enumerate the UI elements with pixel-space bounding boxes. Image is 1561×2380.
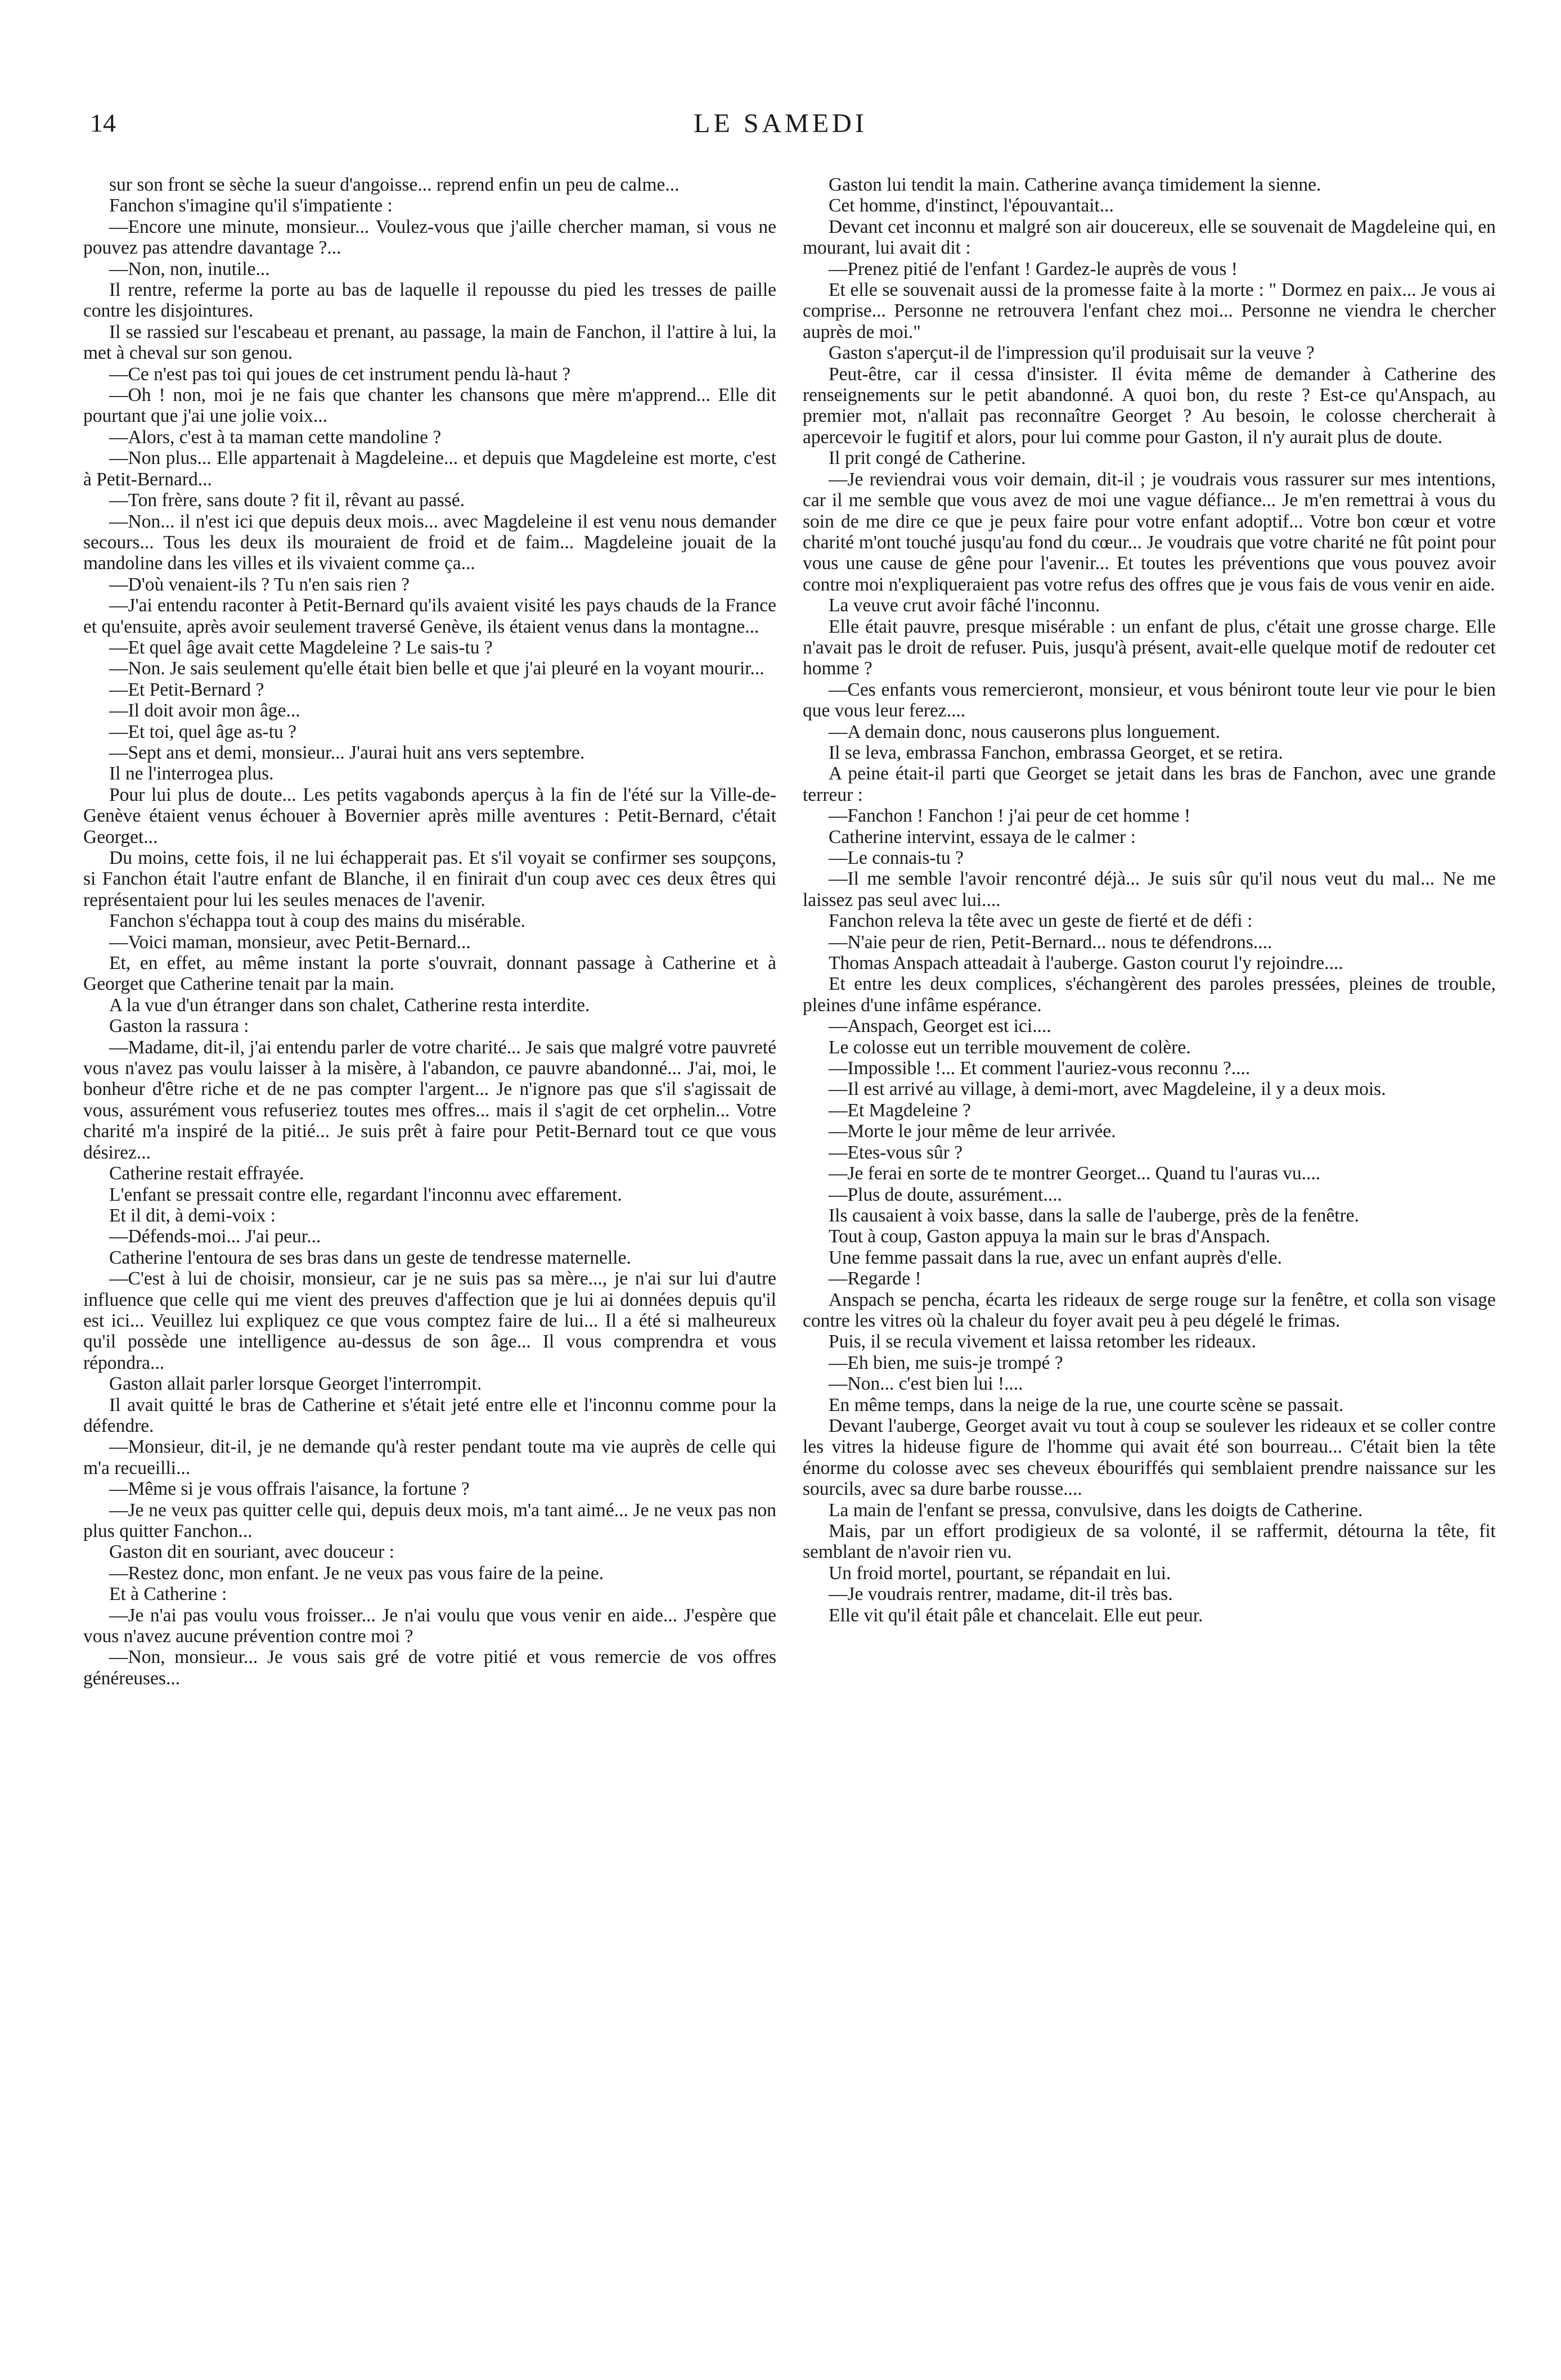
article-paragraph: —Non. Je sais seulement qu'elle était bien belle et que j'ai pleuré en la voyant mourir... [109, 658, 764, 679]
article-paragraph: —Anspach, Georget est ici.... [829, 1016, 1051, 1037]
article-paragraph: La veuve crut avoir fâché l'inconnu. [829, 595, 1100, 616]
article-paragraph: Il rentre, referme la porte au bas de laquelle il repousse du pied les tresses de paille contre les disjointures. [83, 280, 776, 322]
article-paragraph: Puis, il se recula vivement et laissa retomber les rideaux. [829, 1331, 1257, 1353]
article-paragraph: Gaston allait parler lorsque Georget l'interrompit. [109, 1373, 482, 1395]
article-paragraph: Cet homme, d'instinct, l'épouvantait... [829, 195, 1114, 217]
article-paragraph: Et il dit, à demi-voix : [109, 1205, 276, 1226]
article-paragraph: —Ces enfants vous remercieront, monsieur, et vous béniront toute leur vie pour le bien que vous leur ferez.... [803, 679, 1496, 722]
article-paragraph: —Oh ! non, moi je ne fais que chanter les chansons que mère m'apprend... Elle dit pourtant que j'ai une jolie voix... [83, 385, 776, 427]
article-paragraph: —Non plus... Elle appartenait à Magdeleine... et depuis que Magdeleine est morte, c'est à Petit-Bernard... [83, 448, 776, 490]
article-paragraph: Ils causaient à voix basse, dans la salle de l'auberge, près de la fenêtre. [829, 1205, 1360, 1226]
article-paragraph: Mais, par un effort prodigieux de sa volonté, il se raffermit, détourna la tête, fit semblant de n'avoir rien vu. [803, 1521, 1496, 1563]
article-paragraph: —Il est arrivé au village, à demi-mort, avec Magdeleine, il y a deux mois. [829, 1079, 1386, 1100]
article-paragraph: Gaston s'aperçut-il de l'impression qu'il produisait sur la veuve ? [829, 342, 1315, 364]
article-paragraph: —Madame, dit-il, j'ai entendu parler de votre charité... Je sais que malgré votre pauvreté vous n'avez pas voulu laisser à la misère, à l'abandon, ce pauvre abandonné... J'ai, moi, le bonheur d'être riche et de ne pas compter l'argent... Je n'ignore pas que s'il s'agissait de vous, assurément vous refuseriez toutes mes offres... mais il s'agit de cet orphelin... Votre charité m'a inspiré de la pitié... Je suis prêt à faire pour Petit-Bernard tout ce que vous désirez... [83, 1036, 776, 1163]
article-paragraph: —A demain donc, nous causerons plus longuement. [829, 721, 1220, 742]
article-paragraph: A peine était-il parti que Georget se jetait dans les bras de Fanchon, avec une grande terreur : [803, 763, 1496, 805]
article-paragraph: Et entre les deux complices, s'échangèrent des paroles pressées, pleines de trouble, pleines d'une infâme espérance. [803, 973, 1496, 1016]
article-paragraph: —Non... il n'est ici que depuis deux mois... avec Magdeleine il est venu nous demander secours... Tous les deux ils mouraient de froid et de faim... Magdeleine jouait de la mandoline dans les villes et ils vivaient comme ça... [83, 511, 776, 574]
article-paragraph: Catherine l'entoura de ses bras dans un geste de tendresse maternelle. [109, 1247, 631, 1268]
article-paragraph: —Non, monsieur... Je vous sais gré de votre pitié et vous remercie de vos offres généreuses... [83, 1647, 776, 1689]
right-column [803, 174, 1496, 2289]
article-paragraph: —Défends-moi... J'ai peur... [109, 1226, 321, 1247]
article-paragraph: sur son front se sèche la sueur d'angoisse... reprend enfin un peu de calme... [109, 174, 680, 195]
article-paragraph: Et à Catherine : [109, 1584, 227, 1605]
article-paragraph: Anspach se pencha, écarta les rideaux de serge rouge sur la fenêtre, et colla son visage contre les vitres où la chaleur du foyer avait peu à peu dégelé le frimas. [803, 1289, 1496, 1331]
article-paragraph: —Je voudrais rentrer, madame, dit-il très bas. [829, 1584, 1173, 1605]
article-paragraph: —Je ferai en sorte de te montrer Georget... Quand tu l'auras vu.... [829, 1163, 1321, 1184]
article-paragraph: —Et quel âge avait cette Magdeleine ? Le sais-tu ? [109, 637, 493, 658]
article-paragraph: —Non... c'est bien lui !.... [829, 1373, 1023, 1395]
article-paragraph: Peut-être, car il cessa d'insister. Il évita même de demander à Catherine des renseignements sur le petit abandonné. A quoi bon, du reste ? Est-ce qu'Anspach, au premier mot, n'allait pas reconnaître Georget ? Au besoin, le colosse chercherait à apercevoir le fugitif et alors, pour lui comme pour Gaston, il n'y aurait plus de doute. [803, 363, 1496, 448]
article-paragraph: A la vue d'un étranger dans son chalet, Catherine resta interdite. [109, 994, 590, 1016]
article-paragraph: —C'est à lui de choisir, monsieur, car je ne suis pas sa mère..., je n'ai sur lui d'autre influence que celle qui me vient des preuves d'affection que je lui ai données depuis qu'il est ici... Veuillez lui expliquez ce que vous comptez faire de lui... Il a été si malheureux qu'il possède une intelligence au-dessus de son âge... Il vous comprendra et vous répondra... [83, 1268, 776, 1373]
article-paragraph: Du moins, cette fois, il ne lui échapperait pas. Et s'il voyait se confirmer ses soupçons, si Fanchon était l'autre enfant de Blanche, il en finirait d'un coup avec ces deux êtres qui représentaient pour lui les seules menaces de l'avenir. [83, 848, 776, 910]
article-paragraph: —Impossible !... Et comment l'auriez-vous reconnu ?.... [829, 1058, 1250, 1079]
article-paragraph: —Etes-vous sûr ? [829, 1142, 963, 1163]
article-paragraph: —Voici maman, monsieur, avec Petit-Bernard... [109, 931, 471, 953]
article-paragraph: Il se leva, embrassa Fanchon, embrassa Georget, et se retira. [829, 742, 1283, 763]
running-title: LE SAMEDI [694, 109, 867, 138]
article-paragraph: Catherine intervint, essaya de le calmer : [829, 826, 1136, 848]
page-header [90, 108, 1471, 147]
article-paragraph: —D'où venaient-ils ? Tu n'en sais rien ? [109, 574, 410, 595]
article-paragraph: —Sept ans et demi, monsieur... J'aurai huit ans vers septembre. [109, 742, 585, 763]
page-number: 14 [90, 109, 116, 137]
article-paragraph: La main de l'enfant se pressa, convulsive, dans les doigts de Catherine. [829, 1499, 1363, 1521]
article-paragraph: —Alors, c'est à ta maman cette mandoline ? [109, 426, 442, 448]
article-paragraph: —Je n'ai pas voulu vous froisser... Je n'ai voulu que vous venir en aide... J'espère que vous n'avez aucune prévention contre moi ? [83, 1604, 776, 1647]
article-paragraph: —Ce n'est pas toi qui joues de cet instrument pendu là-haut ? [109, 363, 571, 385]
article-paragraph: Gaston lui tendit la main. Catherine avança timidement la sienne. [829, 174, 1321, 195]
article-paragraph: Fanchon s'imagine qu'il s'impatiente : [109, 195, 393, 217]
article-paragraph: —Fanchon ! Fanchon ! j'ai peur de cet homme ! [829, 805, 1191, 827]
article-paragraph: L'enfant se pressait contre elle, regardant l'inconnu avec effarement. [109, 1184, 622, 1205]
left-column [83, 174, 776, 2289]
article-paragraph: —Il doit avoir mon âge... [109, 700, 300, 722]
article-paragraph: —Et toi, quel âge as-tu ? [109, 721, 297, 742]
article-paragraph: Une femme passait dans la rue, avec un enfant auprès d'elle. [829, 1247, 1282, 1268]
article-paragraph: —Plus de doute, assurément.... [829, 1184, 1062, 1205]
article-paragraph: —Non, non, inutile... [109, 258, 270, 280]
article-paragraph: —Et Magdeleine ? [829, 1099, 971, 1121]
article-paragraph: —Morte le jour même de leur arrivée. [829, 1121, 1116, 1142]
article-paragraph: —Même si je vous offrais l'aisance, la fortune ? [109, 1479, 470, 1500]
article-paragraph: Le colosse eut un terrible mouvement de colère. [829, 1036, 1191, 1058]
article-paragraph: —Prenez pitié de l'enfant ! Gardez-le auprès de vous ! [829, 258, 1238, 280]
article-paragraph: —J'ai entendu raconter à Petit-Bernard qu'ils avaient visité les pays chauds de la France et qu'ensuite, après avoir seulement traversé Genève, ils étaient venus dans la montagne... [83, 595, 776, 637]
article-paragraph: Thomas Anspach atteadait à l'auberge. Gaston courut l'y rejoindre.... [829, 953, 1343, 974]
article-paragraph: Tout à coup, Gaston appuya la main sur le bras d'Anspach. [829, 1226, 1271, 1247]
article-paragraph: —Ton frère, sans doute ? fit il, rêvant au passé. [109, 490, 465, 511]
article-paragraph: —Monsieur, dit-il, je ne demande qu'à rester pendant toute ma vie auprès de celle qui m'a recueilli... [83, 1436, 776, 1479]
article-paragraph: En même temps, dans la neige de la rue, une courte scène se passait. [829, 1394, 1344, 1416]
article-paragraph: Gaston la rassura : [109, 1016, 249, 1037]
article-paragraph: —Encore une minute, monsieur... Voulez-vous que j'aille chercher maman, si vous ne pouvez pas attendre davantage ?... [83, 216, 776, 259]
article-paragraph: —Je ne veux pas quitter celle qui, depuis deux mois, m'a tant aimé... Je ne veux pas non plus quitter Fanchon... [83, 1499, 776, 1541]
article-paragraph: —Le connais-tu ? [829, 848, 964, 868]
article-paragraph: Il ne l'interrogea plus. [109, 763, 274, 785]
article-paragraph: Catherine restait effrayée. [109, 1163, 304, 1184]
article-paragraph: Devant l'auberge, Georget avait vu tout à coup se soulever les rideaux et se coller contre les vitres la hideuse figure de l'homme qui avait été son bourreau... C'était bien la tête énorme du colosse avec ses cheveux ébouriffés qui semblaient prendre naissance sur les sourcils, avec sa dure barbe rousse.... [803, 1415, 1496, 1500]
article-paragraph: —Il me semble l'avoir rencontré déjà... Je suis sûr qu'il nous veut du mal... Ne me laissez pas seul avec lui.... [803, 868, 1496, 910]
article-paragraph: Fanchon releva la tête avec un geste de fierté et de défi : [829, 910, 1253, 932]
article-paragraph: —Regarde ! [829, 1268, 921, 1290]
article-paragraph: Devant cet inconnu et malgré son air doucereux, elle se souvenait de Magdeleine qui, en mourant, lui avait dit : [803, 216, 1496, 259]
article-paragraph: Elle était pauvre, presque misérable : un enfant de plus, c'était une grosse charge. Elle n'avait pas le droit de refuser. Puis, jusqu'à présent, avait-elle quelque motif de redouter cet homme ? [803, 616, 1496, 679]
article-paragraph: Un froid mortel, pourtant, se répandait en lui. [829, 1562, 1171, 1584]
article-paragraph: Pour lui plus de doute... Les petits vagabonds aperçus à la fin de l'été sur la Ville-de-Genève étaient venus échouer à Bovernier après mille aventures : Petit-Bernard, c'était Georget... [83, 784, 776, 848]
article-paragraph: —Et Petit-Bernard ? [109, 679, 264, 700]
article-paragraph: Fanchon s'échappa tout à coup des mains du misérable. [109, 910, 526, 932]
article-paragraph: Et, en effet, au même instant la porte s'ouvrait, donnant passage à Catherine et à Georget que Catherine tenait par la main. [83, 953, 776, 995]
article-paragraph: Elle vit qu'il était pâle et chancelait. Elle eut peur. [829, 1604, 1203, 1626]
article-paragraph: Il se rassied sur l'escabeau et prenant, au passage, la main de Fanchon, il l'attire à lui, la met à cheval sur son genou. [83, 321, 776, 364]
article-paragraph: Et elle se souvenait aussi de la promesse faite à la morte : " Dormez en paix... Je vous ai comprise... Personne ne retrouvera l'enfant chez moi... Personne ne viendra le chercher auprès de moi." [803, 280, 1496, 342]
article-paragraph: —Restez donc, mon enfant. Je ne veux pas vous faire de la peine. [109, 1562, 604, 1584]
article-paragraph: —Eh bien, me suis-je trompé ? [829, 1352, 1063, 1373]
article-paragraph: Gaston dit en souriant, avec douceur : [109, 1541, 394, 1563]
article-paragraph: —Je reviendrai vous voir demain, dit-il ; je voudrais vous rassurer sur mes intentions, car il me semble que vous avez de moi une vague défiance... Je m'en remettrai à vous du soin de me dire ce que je peux faire pour votre enfant adoptif... Votre bon cœur et votre charité m'ont touché jusqu'au fond du cœur... Je voudrais que votre charité ne fût point pour vous une cause de gêne pour l'avenir... Et toutes les préventions que vous pouvez avoir contre moi n'expliqueraient pas votre refus des offres que je vous fais de vous venir en aide. [803, 468, 1496, 595]
article-paragraph: Il avait quitté le bras de Catherine et s'était jeté entre elle et l'inconnu comme pour la défendre. [83, 1394, 776, 1436]
article-paragraph: —N'aie peur de rien, Petit-Bernard... nous te défendrons.... [829, 931, 1272, 953]
article-paragraph: Il prit congé de Catherine. [829, 448, 1026, 469]
